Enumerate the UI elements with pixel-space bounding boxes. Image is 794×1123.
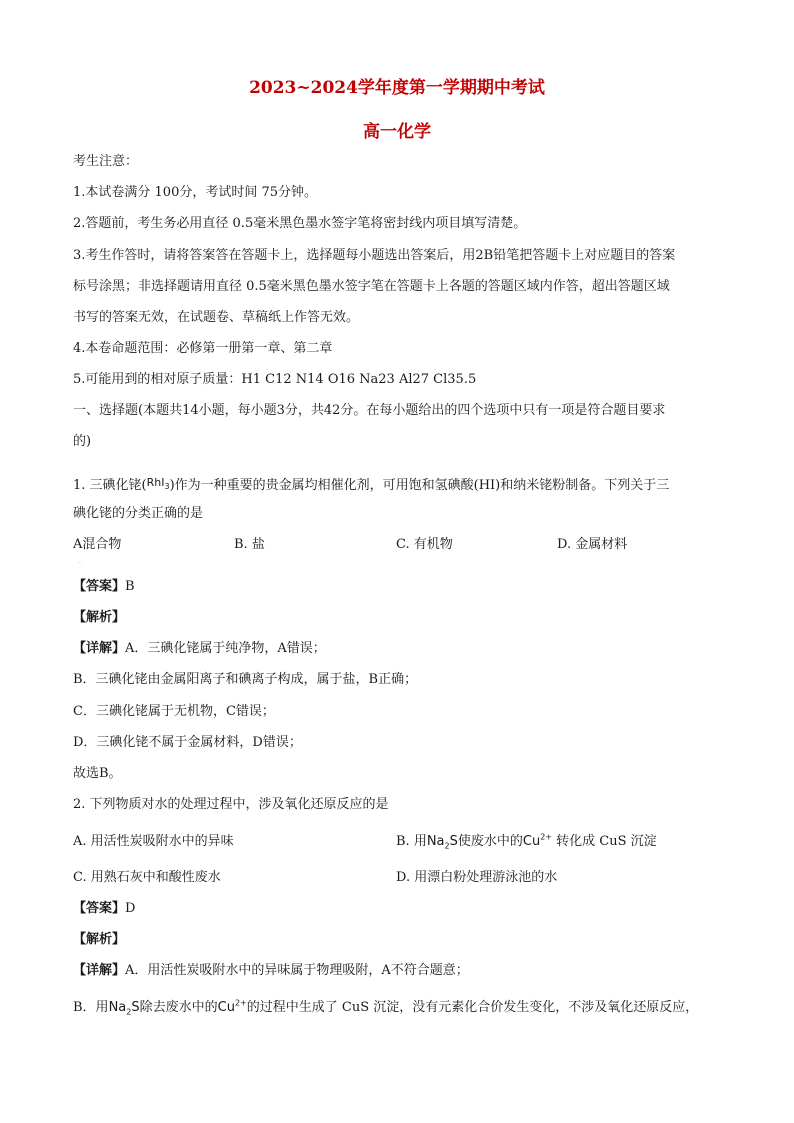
q2-answer: 【答案】D bbox=[73, 901, 136, 916]
subject-title: 高一化学 bbox=[363, 122, 431, 142]
q2-detail: 【详解】A．用活性炭吸附水中的异味属于物理吸附，A不符合题意； bbox=[73, 963, 469, 978]
q2-option-d: D. 用漂白粉处理游泳池的水 bbox=[396, 870, 558, 885]
q1-option-c: C. 有机物 bbox=[396, 537, 453, 552]
q2-detail-line: B．用$Na_2S$除去废水中的$Cu^{2+}$的过程中生成了 CuS 沉淀，没有元素化合价发生变化，不涉及氧化还原反应， bbox=[73, 998, 699, 1017]
rhi3-formula: RhI3 bbox=[146, 476, 170, 492]
q1-option-d: D. 金属材料 bbox=[557, 537, 628, 552]
q1-detail: 【详解】A．三碘化铑属于纯净物，A错误； bbox=[73, 641, 326, 656]
q1-option-b: B. 盐 bbox=[234, 537, 265, 552]
q1-option-a: A混合物 bbox=[73, 537, 122, 552]
notice-item: 标号涂黑；非选择题请用直径 0.5毫米黑色墨水签字笔在答题卡上各题的答题区域内作答，超出答题区域 bbox=[73, 279, 670, 294]
q2-option-c: C. 用熟石灰中和酸性废水 bbox=[73, 870, 221, 885]
q1-detail-line: D．三碘化铑不属于金属材料，D错误； bbox=[73, 735, 302, 750]
q1-stem: 1. 三碘化铑($^{RhI_3}$)作为一种重要的贵金属均相催化剂，可用饱和氢碘酸(HI)和纳米铑粉制备。下列关于三 bbox=[73, 476, 670, 493]
notice-item: 3.考生作答时，请将答案答在答题卡上，选择题每小题选出答案后，用2B铅笔把答题卡上对应题目的答案 bbox=[73, 248, 676, 263]
exam-title: 2023~2024学年度第一学期期中考试 bbox=[249, 78, 545, 98]
stray-mark: · bbox=[79, 560, 81, 567]
q2-option-b: B. 用$Na_2S$使废水中的$Cu^{2+}$ 转化成 CuS 沉淀 bbox=[396, 832, 657, 851]
notice-heading: 考生注意： bbox=[73, 154, 139, 169]
q1-answer: 【答案】B bbox=[73, 579, 135, 594]
q1-stem-cont: 碘化铑的分类正确的是 bbox=[73, 506, 204, 521]
notice-item: 1.本试卷满分 100分，考试时间 75分钟。 bbox=[73, 185, 318, 200]
section-heading: 一、选择题(本题共14小题，每小题3分，共42分。在每小题给出的四个选项中只有一项是符合题目要求 bbox=[73, 403, 666, 418]
q1-detail-line: B．三碘化铑由金属阳离子和碘离子构成，属于盐，B正确； bbox=[73, 672, 418, 687]
q1-analysis-label: 【解析】 bbox=[73, 610, 126, 625]
q1-detail-line: 故选B。 bbox=[73, 766, 122, 781]
notice-item: 4.本卷命题范围：必修第一册第一章、第二章 bbox=[73, 341, 333, 356]
q2-analysis-label: 【解析】 bbox=[73, 932, 126, 947]
q2-stem: 2. 下列物质对水的处理过程中，涉及氧化还原反应的是 bbox=[73, 797, 389, 812]
q1-detail-line: C．三碘化铑属于无机物，C错误； bbox=[73, 704, 275, 719]
notice-item: 书写的答案无效，在试题卷、草稿纸上作答无效。 bbox=[73, 310, 360, 325]
notice-item: 2.答题前，考生务必用直径 0.5毫米黑色墨水签字笔将密封线内项目填写清楚。 bbox=[73, 216, 527, 231]
q2-option-a: A. 用活性炭吸附水中的异味 bbox=[73, 834, 234, 849]
section-heading-cont: 的) bbox=[73, 434, 92, 449]
notice-item: 5.可能用到的相对原子质量：H1 C12 N14 O16 Na23 Al27 Cl35.5 bbox=[73, 372, 477, 387]
